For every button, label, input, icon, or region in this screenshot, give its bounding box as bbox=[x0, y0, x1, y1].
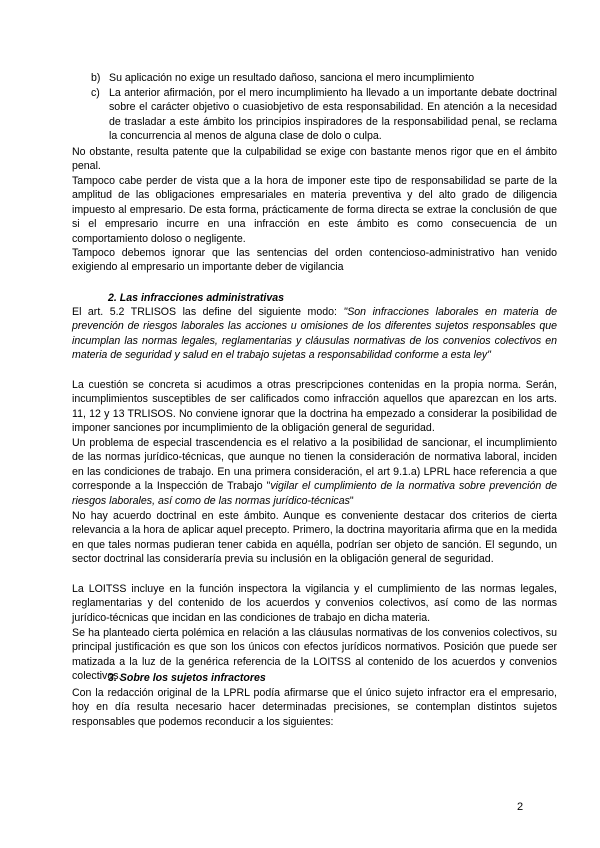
paragraph: No obstante, resulta patente que la culpabilidad se exige con bastante menos rigor que en el ámbito penal. bbox=[72, 146, 557, 173]
paragraph-text: El art. 5.2 TRLISOS las define del siguiente modo: bbox=[72, 306, 344, 318]
paragraph: Tampoco cabe perder de vista que a la hora de imponer este tipo de responsabilidad se parte de la amplitud de las obligaciones empresariales en materia preventiva y del alto grado de diligencia impuesto al empresario. De esta forma, prácticamente de forma directa se extrae la conclusión de que si el empresario incurre en una infracción en este ámbito es como consecuencia de un comportamiento doloso o negligente. bbox=[72, 175, 557, 245]
paragraph bbox=[72, 436, 557, 508]
list-text: La anterior afirmación, por el mero incumplimiento ha llevado a un importante debate doctrinal sobre el carácter objetivo o cuasiobjetivo de esta responsabilidad. En atención a la necesidad de trasladar a este ámbito los principios inspiradores de la responsabilidad penal, se reclama la concurrencia al menos de alguna clase de dolo o culpa. bbox=[109, 87, 557, 143]
paragraph: Se ha planteado cierta polémica en relación a las cláusulas normativas de los convenios colectivos, su principal justificación es que son los únicos con efectos jurídicos normativos. Posición que puede ser matizada a la luz de la genérica referencia de la LOITSS al contenido de los acuerdos y convenios colectivos. bbox=[72, 627, 557, 683]
paragraph-text: Un problema de especial trascendencia es el relativo a la posibilidad de sancionar, el incumplimiento de las normas jurídico-técnicas, que aunque no tienen la consideración de normativa laboral, inciden en las condiciones de trabajo. En una primera consideración, el art 9.1.a) LPRL hace referencia a que corresponde a la Inspección de Trabajo " bbox=[72, 437, 557, 493]
section-heading: 2. Las infracciones administrativas bbox=[108, 292, 285, 304]
list-item bbox=[91, 86, 557, 144]
section-heading: 3. Sobre los sujetos infractores bbox=[108, 672, 266, 684]
list-label: c) bbox=[91, 87, 100, 99]
paragraph: La LOITSS incluye en la función inspectora la vigilancia y el cumplimiento de las normas legales, reglamentarias y del contenido de los acuerdos y convenios colectivos, así como de las normas jurídico-técnicas que incidan en las condiciones de trabajo en dicha materia. bbox=[72, 583, 557, 624]
list-label: b) bbox=[91, 72, 101, 84]
list-text: Su aplicación no exige un resultado dañoso, sanciona el mero incumplimiento bbox=[109, 72, 475, 84]
page-number: 2 bbox=[517, 801, 524, 813]
legal-quote: vigilar el cumplimiento de la normativa sobre prevención de riesgos laborales, así como de las normas jurídico-técnicas bbox=[72, 480, 557, 507]
list-item bbox=[91, 71, 557, 85]
paragraph: No hay acuerdo doctrinal en este ámbito. Aunque es conveniente destacar dos criterios de cierta relevancia a la hora de aplicar aquel precepto. Primero, la doctrina mayoritaria afirma que en la medida en que tales normas pudieran tener cabida en aquélla, podrían ser objeto de sanción. El segundo, un sector doctrinal las consideraría previa su inclusión en la obligación general de seguridad. bbox=[72, 510, 557, 566]
paragraph-text: " bbox=[349, 494, 354, 507]
paragraph: La cuestión se concreta si acudimos a otras prescripciones contenidas en la propia norma. Serán, incumplimientos susceptibles de ser calificados como infracción aquellos que aparezcan en los arts. 11, 12 y 13 TRLISOS. No conviene ignorar que la doctrina ha empezado a considerar la posibilidad de imponer sanciones por incumplimiento de la obligación general de seguridad. bbox=[72, 379, 557, 435]
paragraph: Tampoco debemos ignorar que las sentencias del orden contencioso-administrativo han venido exigiendo al empresario un importante deber de vigilancia bbox=[72, 247, 557, 274]
legal-quote: "Son infracciones laborales en materia de prevención de riesgos laborales las acciones u omisiones de los diferentes sujetos responsables que incumplan las normas legales, reglamentarias y cláusulas normativas de los convenios colectivos en materia de seguridad y salud en el trabajo sujetas a responsabilidad conforme a esta ley" bbox=[72, 306, 557, 362]
paragraph bbox=[72, 305, 557, 363]
paragraph: Con la redacción original de la LPRL podía afirmarse que el único sujeto infractor era el empresario, hoy en día resulta necesario hacer determinadas precisiones, se contemplan distintos sujetos responsables que podemos reconducir a los siguientes: bbox=[72, 687, 557, 728]
